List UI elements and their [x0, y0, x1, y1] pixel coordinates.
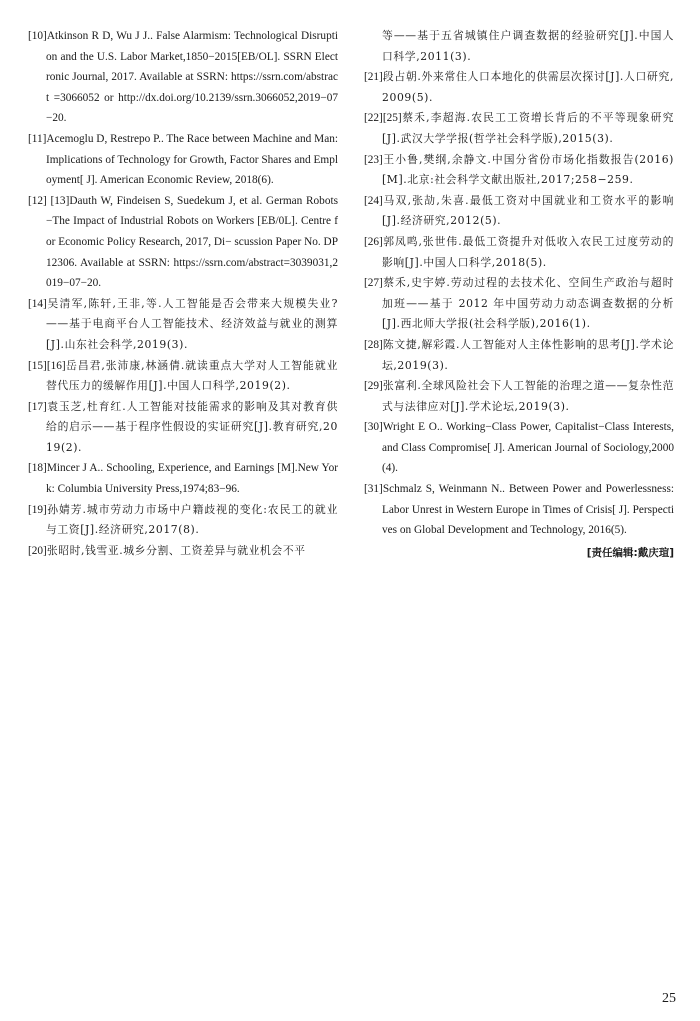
ref-label: [21] [364, 71, 383, 84]
reference-20 [28, 541, 338, 562]
ref-label: [24] [364, 194, 383, 207]
ref-label: [15][16] [28, 359, 66, 372]
ref-text: Atkinson R D, Wu J J.. False Alarmism: Technological Disruption and the U.S. Labor Market,1850−2015[EB/OL]. SSRN Electronic Journal, 2017. Available at SSRN: https://ssrn.com/abstract =3066052 or http://dx.doi.org/10.2139/ssrn.3066052,2019−07−20. [46, 30, 338, 125]
ref-text: 岳昌君,张沛康,林涵倩.就读重点大学对人工智能就业替代压力的缓解作用[J].中国人口科学,2019(2). [46, 358, 338, 393]
ref-label: [29] [364, 380, 383, 393]
ref-label: [22][25] [364, 112, 402, 125]
ref-text: 张富利.全球风险社会下人工智能的治理之道——复杂性范式与法律应对[J].学术论坛,2019(3). [382, 379, 674, 413]
reference-22-25 [364, 108, 674, 149]
ref-label: [18] [28, 462, 47, 475]
reference-27 [364, 273, 674, 335]
ref-text: Schmalz S, Weinmann N.. Between Power and Powerlessness: Labor Unrest in Western Europe in Times of Crisis[ J]. Perspectives on Global Development and Technology, 2016(5). [382, 483, 674, 537]
ref-text: Dauth W, Findeisen S, Suedekum J, et al. German Robots −The Impact of Industrial Robots on Workers [EB/0L]. Centre for Economic Policy Research, 2017, Di− scussion Paper No. DP12306. Available at SSRN: https://ssrn.com/abstract=3039031,2019−07−20. [46, 194, 339, 290]
right-column [364, 26, 674, 563]
ref-text: 郭凤鸣,张世伟.最低工资提升对低收入农民工过度劳动的影响[J].中国人口科学,2018(5). [382, 234, 674, 269]
ref-text: 蔡禾,史宇婷.劳动过程的去技术化、空间生产政治与超时加班——基于 2012 年中国劳动力动态调查数据的分析[J].西北师大学报(社会科学版),2016(1). [382, 276, 674, 331]
ref-label: [28] [364, 338, 383, 351]
ref-label: [17] [28, 400, 47, 413]
ref-text: 吴清军,陈轩,王非,等.人工智能是否会带来大规模失业?——基于电商平台人工智能技术、经济效益与就业的测算[J].山东社会科学,2019(3). [46, 296, 338, 351]
reference-18 [28, 458, 338, 499]
ref-label: [11] [28, 132, 47, 145]
editor-note: [责任编辑:戴庆瑄] [586, 546, 674, 559]
reference-12-13 [28, 191, 338, 294]
ref-text: Acemoglu D, Restrepo P.. The Race between Machine and Man: Implications of Technology for Growth, Factor Shares and Employment[ J]. American Economic Review, 2018(6). [46, 132, 338, 187]
ref-label: [30] [364, 421, 383, 434]
ref-text: 孙婧芳.城市劳动力市场中户籍歧视的变化:农民工的就业与工资[J].经济研究,2017(8). [46, 502, 338, 537]
ref-label: [12] [13] [28, 194, 70, 207]
reference-24 [364, 191, 674, 232]
ref-label: [10] [28, 30, 47, 42]
ref-label: [19] [28, 503, 47, 516]
reference-31 [364, 479, 674, 541]
ref-label: [14] [28, 297, 47, 310]
reference-30 [364, 417, 674, 479]
ref-text: 陈文捷,解彩霞.人工智能对人主体性影响的思考[J].学术论坛,2019(3). [382, 337, 674, 372]
reference-15-16 [28, 356, 338, 397]
ref-text: 袁玉芝,杜育红.人工智能对技能需求的影响及其对教育供给的启示——基于程序性假设的实证研究[J].教育研究,2019(2). [46, 399, 338, 454]
reference-14 [28, 294, 338, 356]
reference-11 [28, 129, 338, 191]
reference-28 [364, 335, 674, 376]
reference-19 [28, 500, 338, 541]
ref-label: [20] [28, 544, 47, 557]
ref-label: [31] [364, 483, 383, 496]
ref-label: [27] [364, 277, 383, 290]
reference-21 [364, 67, 674, 108]
ref-label: [23] [364, 153, 383, 166]
ref-text: 蔡禾,李超海.农民工工资增长背后的不平等现象研究[J].武汉大学学报(哲学社会科学版),2015(3). [382, 111, 674, 145]
reference-26 [364, 232, 674, 273]
ref-text: 张昭时,钱雪亚.城乡分割、工资差异与就业机会不平 [46, 543, 306, 557]
ref-text: 王小鲁,樊纲,余静文.中国分省份市场化指数报告(2016)[M].北京:社会科学文献出版社,2017;258−259. [382, 152, 674, 187]
reference-10 [28, 26, 338, 129]
reference-29 [364, 376, 674, 417]
reference-17 [28, 397, 338, 459]
ref-label: [26] [364, 235, 383, 248]
ref-text: Wright E O.. Working−Class Power, Capitalist−Class Interests, and Class Compromise[ J]. American Journal of Sociology,2000(4). [382, 421, 674, 475]
ref-text: Mincer J A.. Schooling, Experience, and Earnings [M].New York: Columbia University Press,1974;83−96. [46, 462, 338, 496]
ref-text: 马双,张劼,朱喜.最低工资对中国就业和工资水平的影响[J].经济研究,2012(5). [382, 193, 674, 228]
ref-text: 段占朝.外来常住人口本地化的供需层次探讨[J].人口研究,2009(5). [382, 70, 674, 104]
reference-23 [364, 150, 674, 191]
left-column [28, 26, 338, 561]
ref-text: 等——基于五省城镇住户调查数据的经验研究[J].中国人口科学,2011(3). [382, 29, 674, 63]
page-number: 25 [662, 991, 676, 1006]
reference-20-continuation [364, 26, 674, 67]
